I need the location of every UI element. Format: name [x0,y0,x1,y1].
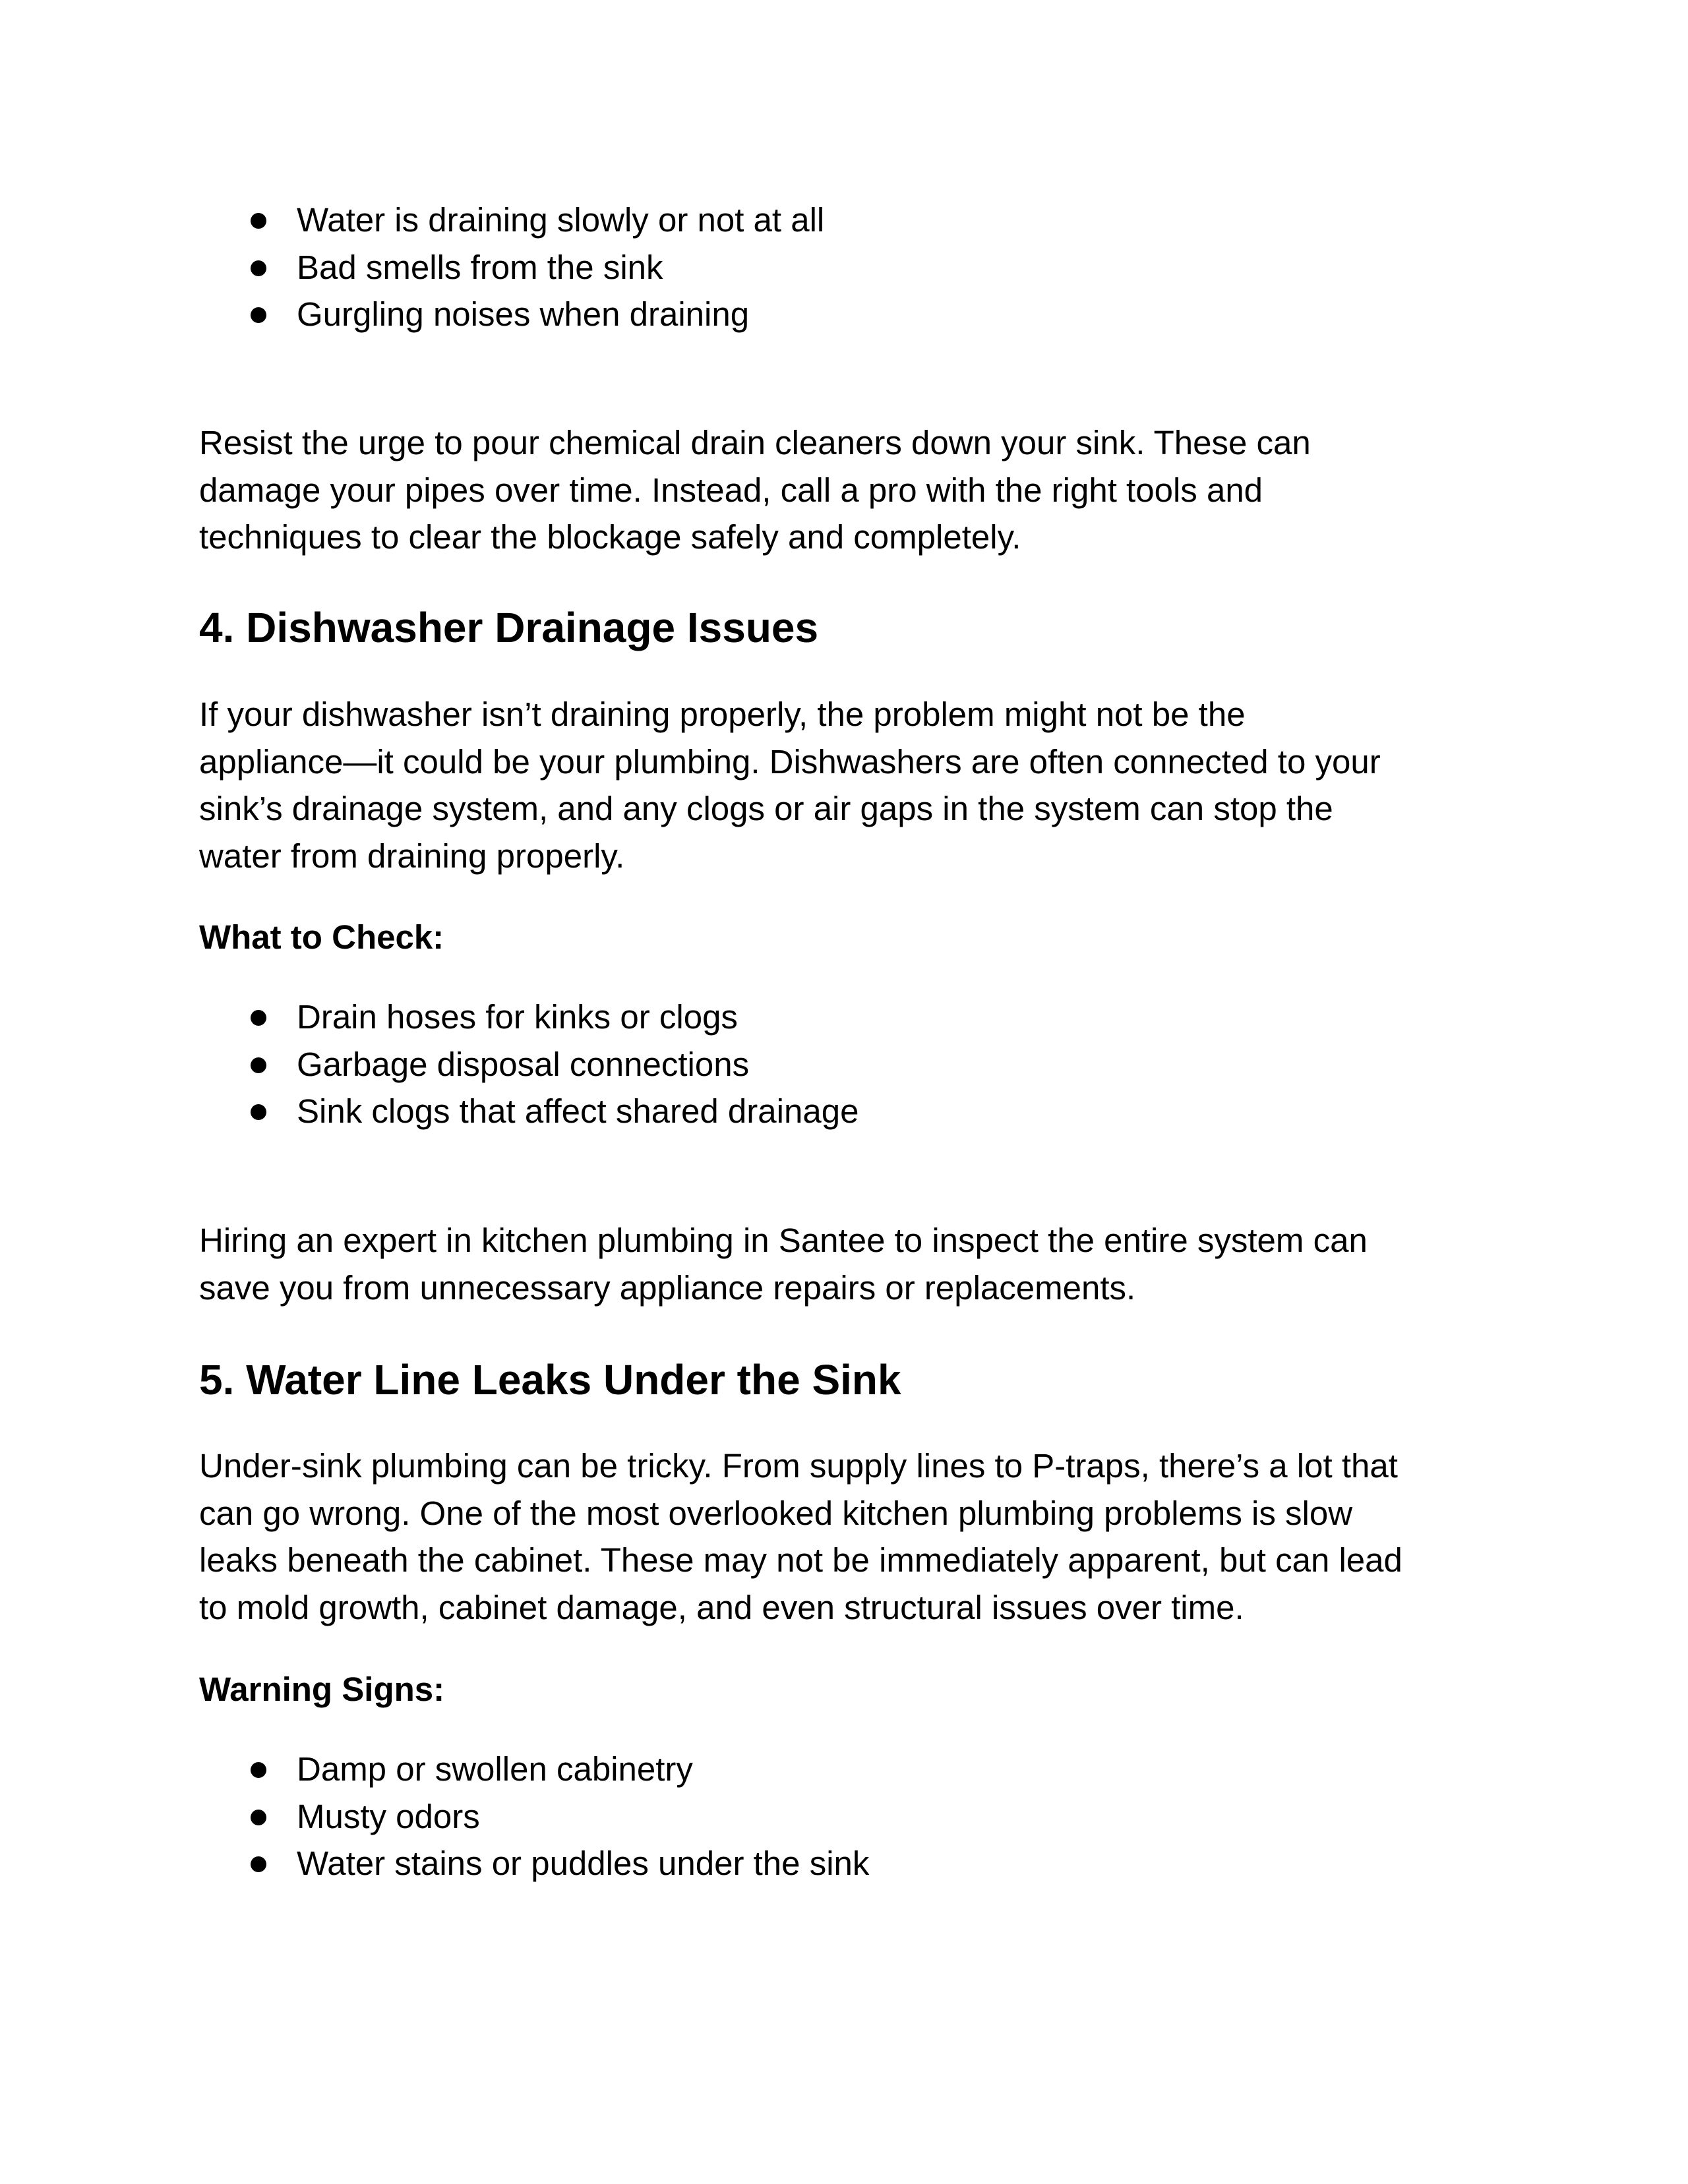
list-item: Damp or swollen cabinetry [199,1746,1492,1793]
section-4-closing-paragraph: Hiring an expert in kitchen plumbing in Santee to inspect the entire system can save you from unnecessary appliance repairs or replacements. [199,1222,1368,1307]
chemical-cleaner-paragraph: Resist the urge to pour chemical drain cleaners down your sink. These can damage your pipes over time. Instead, call a pro with the right tools and techniques to clear the blockage safely and completely. [199,424,1311,556]
warning-signs-label: Warning Signs: [199,1670,445,1708]
bullet-icon [251,260,266,276]
list-item: Water is draining slowly or not at all [199,196,1492,244]
bullet-icon [251,213,266,229]
warning-signs-list [199,1746,1492,1887]
bullet-icon [251,1010,266,1026]
section-4-paragraph: If your dishwasher isn’t draining properly, the problem might not be the appliance—it could be your plumbing. Dishwashers are often connected to your sink’s drainage system, and any clogs or air gaps in the system can stop the water from draining properly. [199,695,1381,875]
bullet-icon [251,1856,266,1872]
list-item: Bad smells from the sink [199,244,1492,291]
check-list [199,993,1492,1135]
bullet-icon [251,307,266,323]
section-5-paragraph: Under-sink plumbing can be tricky. From supply lines to P-traps, there’s a lot that can go wrong. One of the most overlooked kitchen plumbing problems is slow leaks beneath the cabinet. These may not be immediately apparent, but can lead to mold growth, cabinet damage, and even structural issues over time. [199,1447,1402,1626]
bullet-icon [251,1762,266,1778]
symptoms-list [199,196,1492,338]
list-item: Musty odors [199,1793,1492,1841]
list-item: Garbage disposal connections [199,1041,1492,1088]
bullet-icon [251,1104,266,1120]
list-item: Water stains or puddles under the sink [199,1840,1492,1887]
list-item: Sink clogs that affect shared drainage [199,1088,1492,1135]
bullet-icon [251,1057,266,1073]
list-item: Drain hoses for kinks or clogs [199,993,1492,1041]
list-item: Gurgling noises when draining [199,291,1492,338]
what-to-check-label: What to Check: [199,918,444,956]
section-4-heading: 4. Dishwasher Drainage Issues [199,604,819,651]
section-5-heading: 5. Water Line Leaks Under the Sink [199,1356,901,1403]
bullet-icon [251,1810,266,1825]
